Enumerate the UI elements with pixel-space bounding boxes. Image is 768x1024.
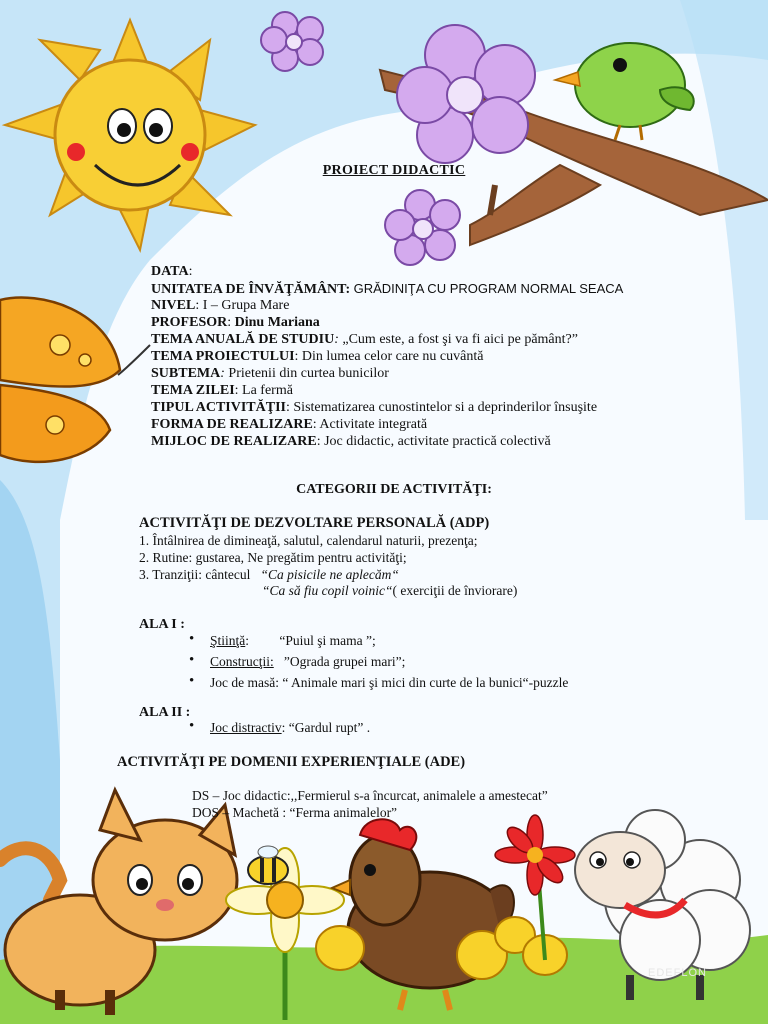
adp-heading: ACTIVITĂŢI DE DEZVOLTARE PERSONALĂ (ADP) [139,515,490,531]
meta-row-profesor: PROFESOR: Dinu Mariana [151,315,320,330]
meta-row-tema-zilei: TEMA ZILEI: La fermă [151,383,293,398]
meta-row-nivel: NIVEL: I – Grupa Mare [151,298,290,313]
meta-row-tipul-activitatii: TIPUL ACTIVITĂŢII: Sistematizarea cunostintelor si a deprinderilor însuşite [151,400,598,415]
categories-heading: CATEGORII DE ACTIVITĂŢI: [296,482,492,497]
ala2-heading: ALA II : [139,705,191,720]
meta-row-tema-anuala: TEMA ANUALĂ DE STUDIU: „Cum este, a fost şi va fi aici pe pământ?” [151,332,578,347]
meta-row-data: DATA: [151,264,193,279]
ala1-item-constructii: • Construcţii: ”Ograda grupei mari”; [189,653,568,674]
song-title: “Ca pisicile ne aplecăm“ [260,567,399,582]
ala2-list [189,719,370,740]
ala2-item-joc-distractiv: • Joc distractiv: “Gardul rupt” . [189,719,370,740]
adp-item-tranzitii-2: “Ca să fiu copil voinic“( exerciţii de înviorare) [262,583,518,598]
ala1-item-stiinta: • Ştiinţă: “Puiul şi mama ”; [189,632,568,653]
ade-heading: ACTIVITĂŢI PE DOMENII EXPERIENŢIALE (ADE) [117,754,466,770]
document-title: PROIECT DIDACTIC [322,163,466,178]
ade-item: DS – Joc didactic:,,Fermierul s-a încurcat, animalele a amestecat” [192,788,548,803]
ala1-item-joc-de-masa: • Joc de masă: “ Animale mari şi mici din curte de la bunici“-puzzle [189,674,568,695]
adp-item-tranzitii: 3. Tranziţii: cântecul “Ca pisicile ne aplecăm“ [139,567,399,582]
ala1-list [189,632,568,695]
ade-list [192,787,548,821]
meta-row-forma-de-realizare: FORMA DE REALIZARE: Activitate integrată [151,417,428,432]
adp-item: 1. Întâlnirea de dimineaţă, salutul, calendarul naturii, prezenţa; [139,533,478,548]
lesson-meta-block [151,263,623,450]
meta-row-subtema: SUBTEMA: Prietenii din curtea bunicilor [151,366,389,381]
meta-row-mijloc-de-realizare: MIJLOC DE REALIZARE: Joc didactic, activitate practică colectivă [151,434,551,449]
meta-row-unitatea: UNITATEA DE ÎNVĂŢĂMÂNT: GRĂDINIŢA CU PROGRAM NORMAL SEACA [151,281,624,297]
adp-list [139,532,477,583]
ade-item: DOS – Machetă : “Ferma animalelor” [192,805,398,820]
ala1-heading: ALA I : [139,617,185,632]
watermark: EDEFLON [648,967,707,979]
song-title: “Ca să fiu copil voinic“ [262,583,393,598]
meta-row-tema-proiectului: TEMA PROIECTULUI: Din lumea celor care nu cuvântă [151,349,484,364]
adp-item: 2. Rutine: gustarea, Ne pregătim pentru activităţi; [139,550,407,565]
